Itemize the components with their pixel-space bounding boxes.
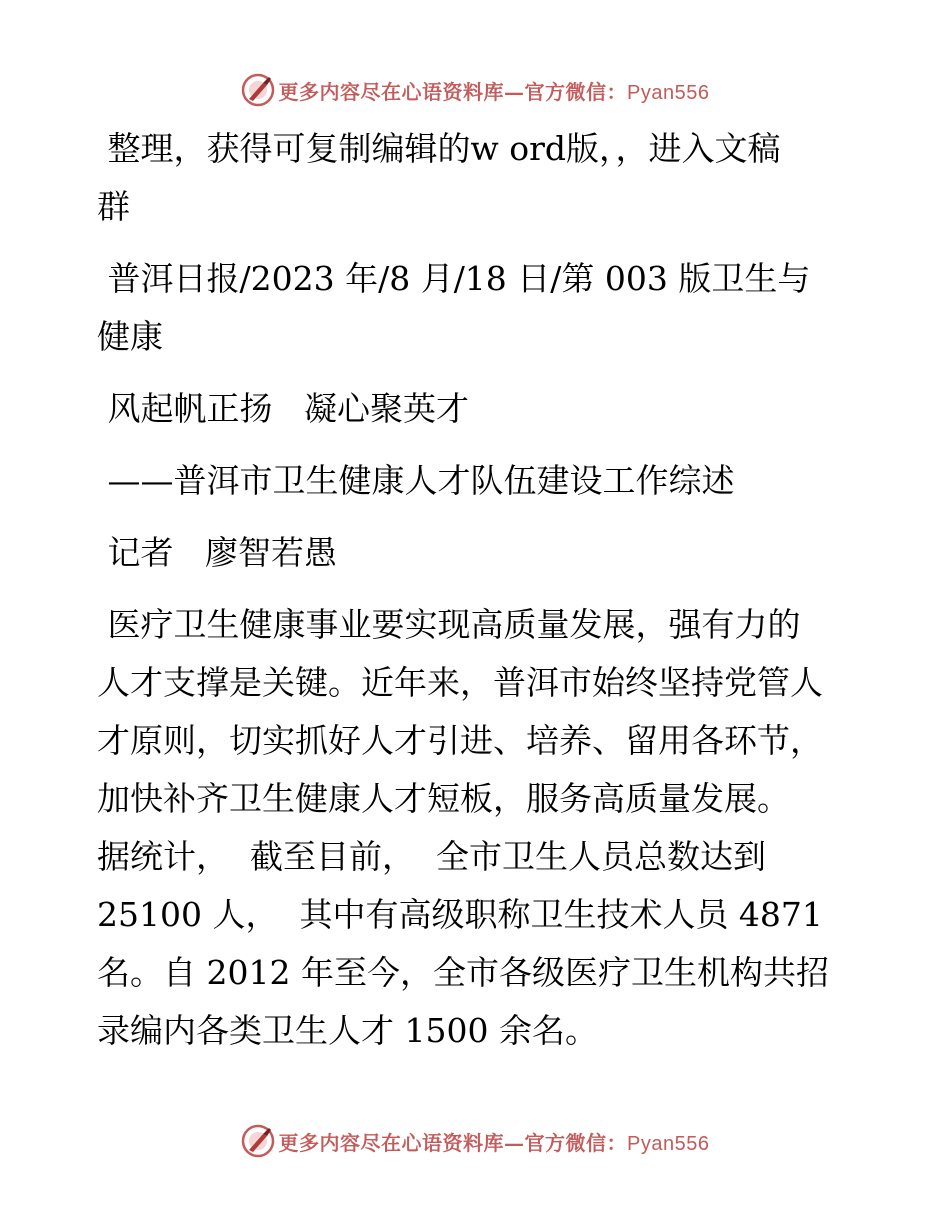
- body-paragraph: 医疗卫生健康事业要实现高质量发展，强有力的 人才支撑是关键。近年来，普洱市始终坚持党管人 才原则，切实抓好人才引进、培养、留用各环节， 加快补齐卫生健康人才短板，服务高质量发展。 据统计， 截至目前， 全市卫生人员总数达到 25100 人， 其中有高级职称卫生技术人员 4871 名。自 2012 年至今，全市各级医疗卫生机构共招 录编内各类卫生人才 1500 余名。: [97, 605, 829, 1050]
- source-line: 普洱日报/2023 年/8 月/18 日/第 003 版卫生与 健康: [97, 259, 811, 356]
- footer-banner: [0, 1121, 950, 1161]
- pen-nib-logo-icon: [241, 1124, 275, 1158]
- pen-nib-logo-icon: [241, 73, 275, 107]
- article-subtitle: ——普洱市卫生健康人才队伍建设工作综述: [97, 461, 735, 500]
- banner-text: 更多内容尽在心语资料库—官方微信：Pyan556: [278, 79, 710, 104]
- article-title: 风起帆正扬 凝心聚英才: [97, 389, 469, 428]
- banner-text: 更多内容尽在心语资料库—官方微信：Pyan556: [278, 1130, 710, 1155]
- note-paragraph: 整理，获得可复制编辑的w ord版，，进入文稿 群: [97, 129, 781, 226]
- header-banner: [0, 70, 950, 110]
- byline: 记者 廖智若愚: [97, 533, 337, 572]
- document-body: [97, 120, 867, 1060]
